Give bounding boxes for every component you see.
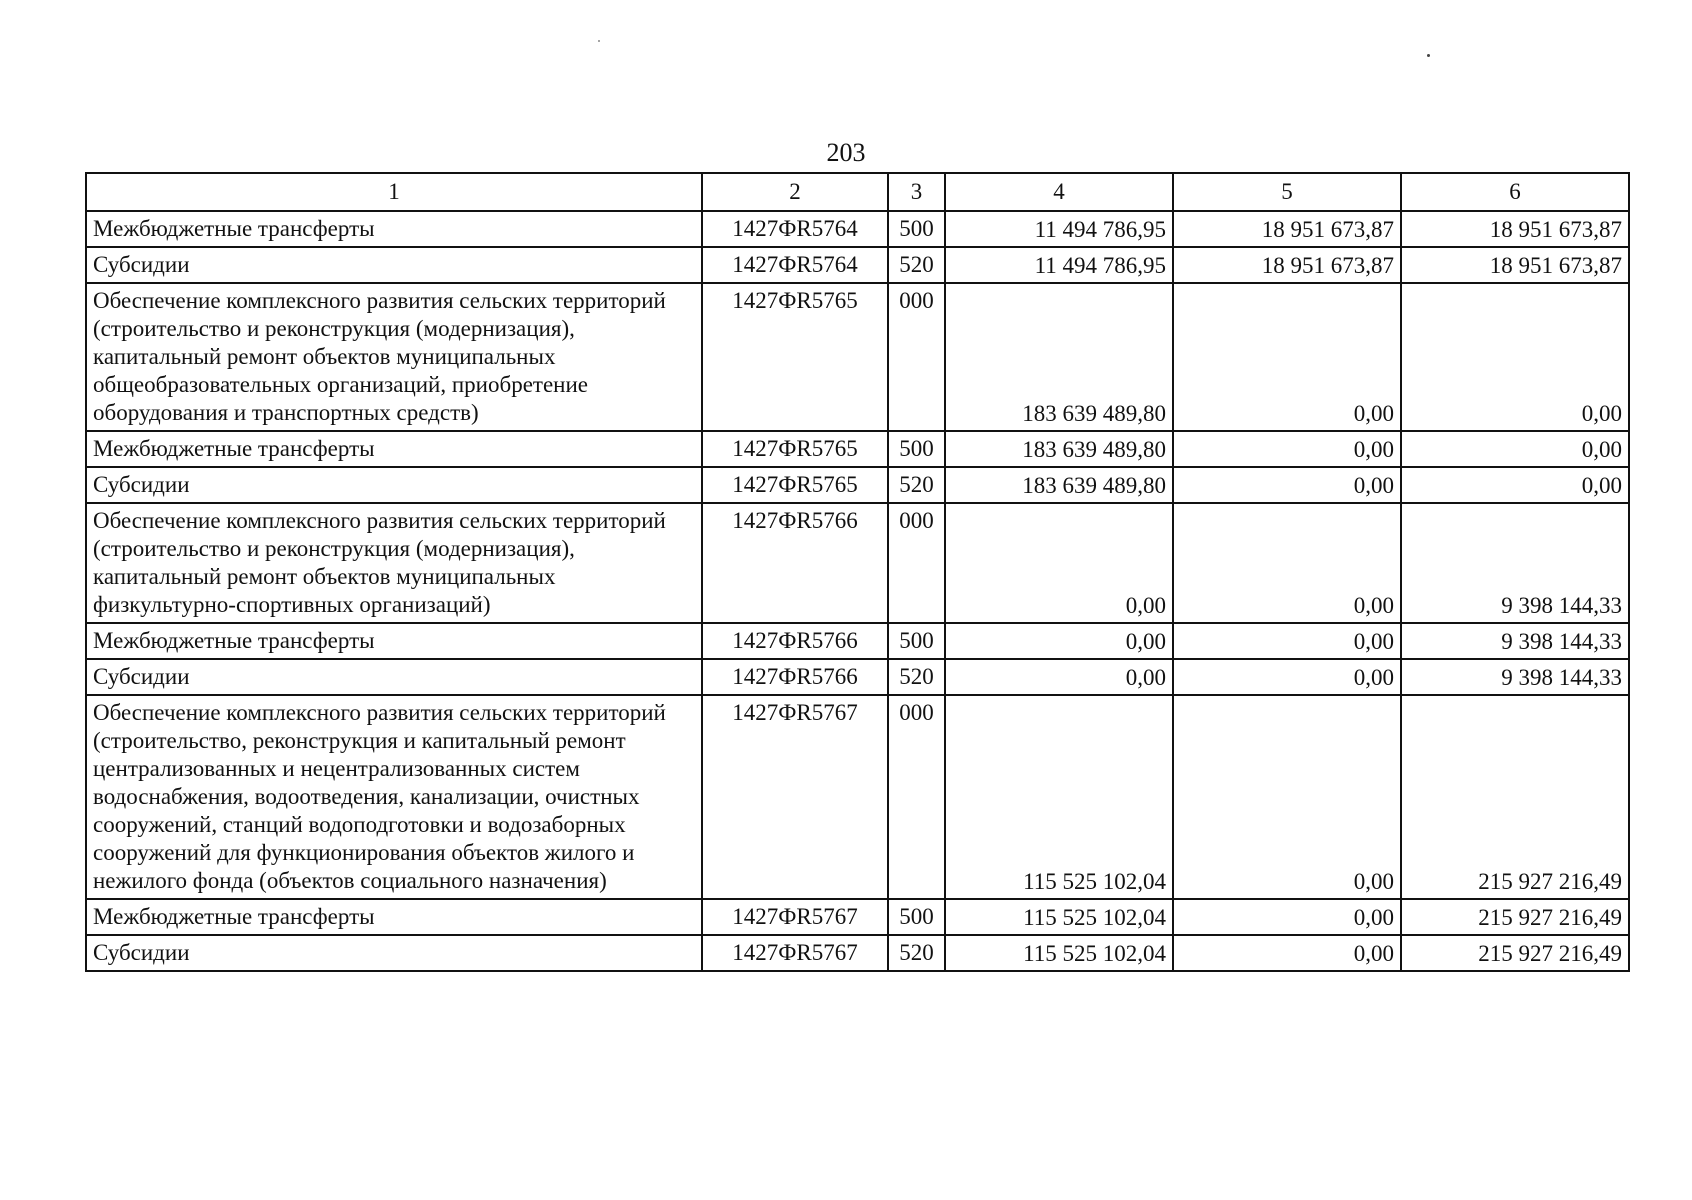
expense-type-cell: 520 bbox=[888, 247, 945, 283]
page-number: 203 bbox=[826, 138, 866, 167]
amount-col4-cell: 183 639 489,80 bbox=[945, 467, 1173, 503]
target-code-cell: 1427ФR5766 bbox=[702, 503, 888, 623]
amount-col5-cell: 0,00 bbox=[1173, 659, 1401, 695]
table-row bbox=[86, 935, 1629, 971]
amount-col5-cell: 0,00 bbox=[1173, 467, 1401, 503]
row-name-cell: Межбюджетные трансферты bbox=[86, 211, 702, 247]
target-code-cell: 1427ФR5766 bbox=[702, 659, 888, 695]
amount-col4-cell: 115 525 102,04 bbox=[945, 899, 1173, 935]
amount-col6-cell: 215 927 216,49 bbox=[1401, 695, 1629, 899]
amount-col6-cell: 215 927 216,49 bbox=[1401, 899, 1629, 935]
amount-col4-cell: 11 494 786,95 bbox=[945, 211, 1173, 247]
table-row bbox=[86, 899, 1629, 935]
expense-type-cell: 500 bbox=[888, 431, 945, 467]
amount-col6-cell: 18 951 673,87 bbox=[1401, 211, 1629, 247]
amount-col6-cell: 215 927 216,49 bbox=[1401, 935, 1629, 971]
table-row bbox=[86, 503, 1629, 623]
target-code-cell: 1427ФR5765 bbox=[702, 467, 888, 503]
target-code-cell: 1427ФR5767 bbox=[702, 935, 888, 971]
expense-type-cell: 000 bbox=[888, 283, 945, 431]
column-header: 2 bbox=[702, 173, 888, 211]
table-row bbox=[86, 467, 1629, 503]
amount-col4-cell: 183 639 489,80 bbox=[945, 283, 1173, 431]
table-row bbox=[86, 431, 1629, 467]
amount-col4-cell: 115 525 102,04 bbox=[945, 935, 1173, 971]
expense-type-cell: 500 bbox=[888, 899, 945, 935]
amount-col5-cell: 0,00 bbox=[1173, 623, 1401, 659]
amount-col5-cell: 0,00 bbox=[1173, 695, 1401, 899]
scan-speck bbox=[598, 40, 600, 42]
column-header: 5 bbox=[1173, 173, 1401, 211]
amount-col6-cell: 0,00 bbox=[1401, 467, 1629, 503]
column-header: 4 bbox=[945, 173, 1173, 211]
expense-type-cell: 500 bbox=[888, 623, 945, 659]
table-row bbox=[86, 695, 1629, 899]
amount-col6-cell: 9 398 144,33 bbox=[1401, 503, 1629, 623]
amount-col5-cell: 0,00 bbox=[1173, 899, 1401, 935]
column-header: 3 bbox=[888, 173, 945, 211]
row-name-cell: Субсидии bbox=[86, 247, 702, 283]
table-row bbox=[86, 211, 1629, 247]
amount-col4-cell: 183 639 489,80 bbox=[945, 431, 1173, 467]
row-name-cell: Субсидии bbox=[86, 467, 702, 503]
target-code-cell: 1427ФR5767 bbox=[702, 899, 888, 935]
column-header: 6 bbox=[1401, 173, 1629, 211]
header-row bbox=[86, 173, 1629, 211]
expense-type-cell: 000 bbox=[888, 503, 945, 623]
expense-type-cell: 520 bbox=[888, 467, 945, 503]
row-name-cell: Межбюджетные трансферты bbox=[86, 623, 702, 659]
amount-col4-cell: 0,00 bbox=[945, 503, 1173, 623]
expense-type-cell: 000 bbox=[888, 695, 945, 899]
amount-col6-cell: 18 951 673,87 bbox=[1401, 247, 1629, 283]
budget-table bbox=[85, 172, 1630, 972]
row-name-cell: Субсидии bbox=[86, 935, 702, 971]
row-name-cell: Межбюджетные трансферты bbox=[86, 899, 702, 935]
amount-col5-cell: 0,00 bbox=[1173, 503, 1401, 623]
amount-col5-cell: 18 951 673,87 bbox=[1173, 211, 1401, 247]
table-row bbox=[86, 659, 1629, 695]
amount-col4-cell: 115 525 102,04 bbox=[945, 695, 1173, 899]
target-code-cell: 1427ФR5764 bbox=[702, 211, 888, 247]
target-code-cell: 1427ФR5767 bbox=[702, 695, 888, 899]
amount-col4-cell: 11 494 786,95 bbox=[945, 247, 1173, 283]
column-header: 1 bbox=[86, 173, 702, 211]
amount-col4-cell: 0,00 bbox=[945, 659, 1173, 695]
row-name-cell: Обеспечение комплексного развития сельских территорий (строительство, реконструкция и капитальный ремонт централизованных и нецентрализованных систем водоснабжения, водоотведения, канализации, очистных сооружений, станций водоподготовки и водозаборных сооружений для функционирования объектов жилого и нежилого фонда (объектов социального назначения) bbox=[86, 695, 702, 899]
expense-type-cell: 500 bbox=[888, 211, 945, 247]
row-name-cell: Межбюджетные трансферты bbox=[86, 431, 702, 467]
row-name-cell: Обеспечение комплексного развития сельских территорий (строительство и реконструкция (модернизация), капитальный ремонт объектов муниципальных общеобразовательных организаций, приобретение оборудования и транспортных средств) bbox=[86, 283, 702, 431]
target-code-cell: 1427ФR5766 bbox=[702, 623, 888, 659]
scan-speck bbox=[1427, 54, 1430, 57]
row-name-cell: Обеспечение комплексного развития сельских территорий (строительство и реконструкция (модернизация), капитальный ремонт объектов муниципальных физкультурно-спортивных организаций) bbox=[86, 503, 702, 623]
amount-col5-cell: 0,00 bbox=[1173, 283, 1401, 431]
amount-col4-cell: 0,00 bbox=[945, 623, 1173, 659]
amount-col5-cell: 18 951 673,87 bbox=[1173, 247, 1401, 283]
amount-col6-cell: 0,00 bbox=[1401, 431, 1629, 467]
target-code-cell: 1427ФR5764 bbox=[702, 247, 888, 283]
amount-col6-cell: 0,00 bbox=[1401, 283, 1629, 431]
expense-type-cell: 520 bbox=[888, 659, 945, 695]
amount-col6-cell: 9 398 144,33 bbox=[1401, 659, 1629, 695]
table-row bbox=[86, 623, 1629, 659]
expense-type-cell: 520 bbox=[888, 935, 945, 971]
row-name-cell: Субсидии bbox=[86, 659, 702, 695]
table-row bbox=[86, 247, 1629, 283]
target-code-cell: 1427ФR5765 bbox=[702, 431, 888, 467]
amount-col6-cell: 9 398 144,33 bbox=[1401, 623, 1629, 659]
amount-col5-cell: 0,00 bbox=[1173, 431, 1401, 467]
table-row bbox=[86, 283, 1629, 431]
amount-col5-cell: 0,00 bbox=[1173, 935, 1401, 971]
target-code-cell: 1427ФR5765 bbox=[702, 283, 888, 431]
